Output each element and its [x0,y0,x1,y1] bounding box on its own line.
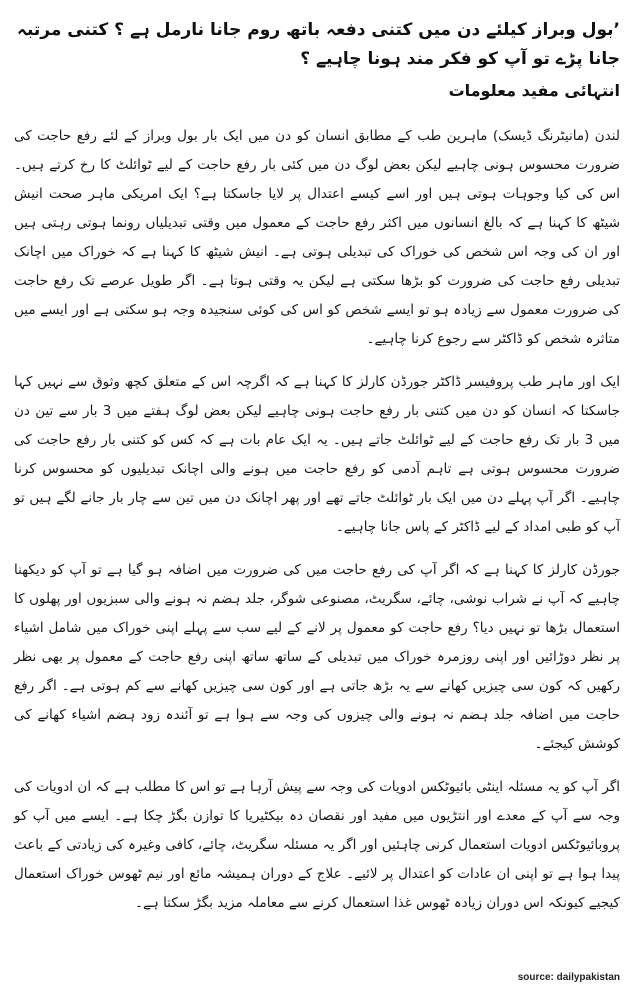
article-paragraph: ایک اور ماہر طب پروفیسر ڈاکٹر جورڈن کارلز کا کہنا ہے کہ اگرچہ اس کے متعلق کچھ وثوق سے نہیں کہا جاسکتا کہ انسان کو دن میں کتنی بار رفع حاجت ہونی چاہیے لیکن بعض لوگ ہفتے میں 3 بار سے تین دن میں 3 بار تک رفع حاجت کے لیے ٹوائلٹ جاتے ہیں۔ یہ ایک عام بات ہے کہ کس کو کتنی بار رفع حاجت کی ضرورت محسوس ہوتی ہے تاہم آدمی کو رفع حاجت میں ہونے والی اچانک تبدیلیوں کو محسوس کرنا چاہیے۔ اگر آپ پہلے دن میں ایک بار ٹوائلٹ جاتے تھے اور پھر اچانک دن میں تین سے چار بار جانے لگے ہیں تو آپ کو طبی امداد کے لیے ڈاکٹر کے پاس جانا چاہیے۔ [14,374,620,535]
article-paragraph: اگر آپ کو یہ مسئلہ اینٹی بائیوٹکس ادویات کی وجہ سے پیش آرہا ہے تو اس کا مطلب ہے کہ ان ادویات کی وجہ سے آپ کے معدے اور انتڑیوں میں مفید اور نقصان دہ بیکٹیریا کا توازن بگڑ چکا ہے۔ ایسے میں آپ کو پروبائیوٹکس ادویات استعمال کرنی چاہئیں اور اگر یہ مسئلہ سگریٹ، چائے، کافی وغیرہ کی زیادتی کے باعث پیدا ہوا ہے تو اپنی ان عادات کو اعتدال پر لائیے۔ علاج کے دوران ہمیشہ مائع اور نیم ٹھوس خوراک استعمال کیجیے کیونکہ اس دوران زیادہ ٹھوس غذا استعمال کرنے سے معاملہ مزید بگڑ سکتا ہے۔ [14,779,620,911]
article-title: ’بول وبراز کیلئے دن میں کتنی دفعہ باتھ روم جانا نارمل ہے ؟ کتنی مرتبہ جانا پڑے تو آپ کو فکر مند ہونا چاہیے ؟ [17,20,620,69]
article-paragraph: لندن (مانیٹرنگ ڈیسک) ماہرین طب کے مطابق انسان کو دن میں ایک بار بول وبراز کے لئے رفع حاجت کی ضرورت محسوس ہونی چاہیے لیکن بعض لوگ دن میں کئی بار رفع حاجت کے لیے ٹوائلٹ کا رخ کرتے ہیں۔ اس کی کیا وجوہات ہوتی ہیں اور اسے کیسے اعتدال پر لایا جاسکتا ہے؟ ایک امریکی ماہر صحت انیش شیٹھ کا کہنا ہے کہ بالغ انسانوں میں اکثر رفع حاجت کے معمول میں وقتی تبدیلیاں رونما ہوتی رہتی ہیں اور ان کی وجہ اس شخص کی خوراک کی تبدیلی ہوتی ہے۔ انیش شیٹھ کا کہنا ہے کہ خوراک میں اچانک تبدیلی رفع حاجت کی ضرورت کو بڑھا سکتی ہے لیکن یہ وقتی ہوتا ہے۔ اگر طویل عرصے تک رفع حاجت کی ضرورت معمول سے زیادہ ہو تو ایسے شخص کو اس کی کوئی سنجیدہ وجہ ہو سکتی ہے اور ایسے میں متاثرہ شخص کو ڈاکٹر سے رجوع کرنا چاہیے۔ [14,128,620,347]
article-paragraph: جورڈن کارلز کا کہنا ہے کہ اگر آپ کی رفع حاجت میں کی ضرورت میں اضافہ ہو گیا ہے تو آپ کو دیکھنا چاہیے کہ آپ نے شراب نوشی، چائے، سگریٹ، مصنوعی شوگر، جلد ہضم نہ ہونے والی سبزیوں اور پھلوں کا استعمال بڑھا تو نہیں دیا؟ رفع حاجت کو معمول پر لانے کے لیے سب سے پہلے اپنی خوراک میں شامل اشیاء پر نظر دوڑائیں اور اپنی روزمرہ خوراک میں تبدیلی کے ساتھ ساتھ اپنی رفع حاجت کے معمول پر بھی نظر رکھیں کہ کون سی چیزیں کھانے سے یہ بڑھ جاتی ہے اور کون سی چیزیں کھانے سے کم ہوتی ہے۔ اگر رفع حاجت میں اضافہ جلد ہضم نہ ہونے والی چیزوں کی وجہ سے ہوا ہے تو آئندہ زود ہضم اشیاء کھانے کی کوشش کیجئے۔ [14,562,620,752]
source-credit: source: dailypakistan [517,972,620,983]
article-subtitle: انتہائی مفید معلومات [448,81,620,100]
